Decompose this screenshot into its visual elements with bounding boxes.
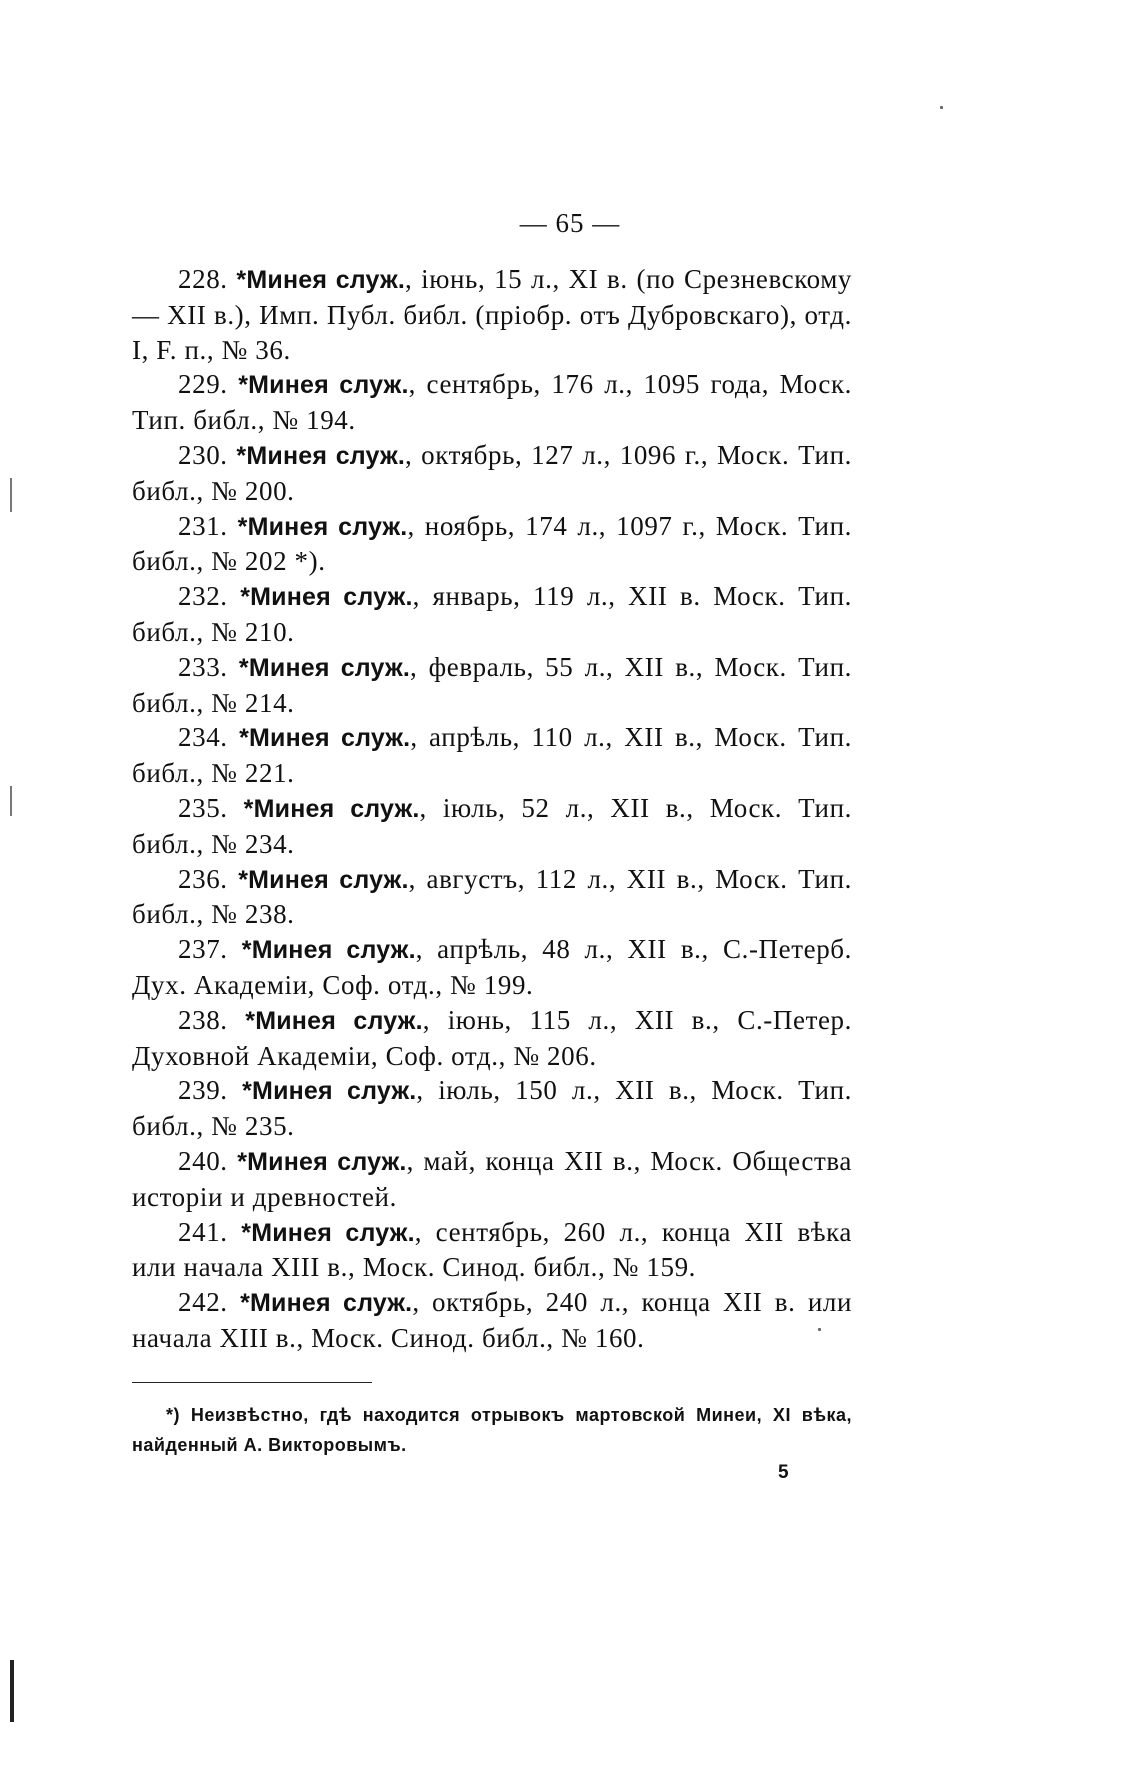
entry-text: , іюль, 52 л., XII в., Моск. Тип. библ., № 234.: [132, 792, 852, 859]
entry-text: , апрѣль, 48 л., XII в., С.-Петерб. Дух. Академіи, Соф. отд., № 199.: [132, 934, 852, 1000]
entry-number: 236.: [178, 863, 228, 894]
entry-title: *Минея служ.: [242, 1077, 417, 1106]
entry-number: 240.: [178, 1145, 228, 1176]
margin-scan-mark: [10, 478, 12, 512]
entry-237: [132, 932, 852, 1003]
entry-title: *Минея служ.: [245, 1006, 423, 1035]
entry-title: *Минея служ.: [240, 583, 413, 612]
entry-title: *Минея служ.: [241, 936, 416, 965]
entry-239: [132, 1073, 852, 1144]
page-header: — 65 —: [519, 208, 621, 238]
entry-text: , сентябрь, 260 л., конца XII вѣка или начала XIII в., Моск. Синод. библ., № 159.: [132, 1216, 852, 1283]
margin-scan-mark: [10, 1660, 14, 1722]
entry-229: [132, 367, 852, 438]
entry-number: 231.: [178, 510, 228, 541]
entry-title: *Минея служ.: [238, 865, 409, 894]
entry-title: *Минея служ.: [240, 1289, 413, 1318]
entry-title: *Минея служ.: [237, 512, 408, 541]
entry-title: *Минея служ.: [238, 653, 411, 682]
entry-232: [132, 579, 852, 650]
entry-228: [132, 262, 852, 367]
entry-number: 238.: [178, 1004, 228, 1035]
entry-231: [132, 509, 852, 580]
entry-235: [132, 791, 852, 862]
entry-title: *Минея служ.: [239, 724, 411, 753]
entry-number: 233.: [178, 651, 228, 682]
signature-mark: 5: [778, 1462, 789, 1483]
scan-speck: [818, 1328, 821, 1331]
entry-241: [132, 1215, 852, 1286]
margin-scan-mark: [10, 786, 12, 816]
entry-title: *Минея служ.: [236, 441, 406, 470]
entry-number: 235.: [178, 792, 228, 823]
entry-title: *Минея служ.: [237, 1147, 407, 1176]
entry-number: 228.: [178, 264, 228, 294]
entry-text: , февраль, 55 л., XII в., Моск. Тип. библ., № 214.: [132, 651, 852, 718]
entry-230: [132, 438, 852, 509]
entry-text: , августъ, 112 л., XII в., Моск. Тип. библ., № 238.: [132, 863, 852, 930]
entry-number: 241.: [178, 1216, 228, 1247]
entry-number: 239.: [178, 1075, 228, 1106]
entry-236: [132, 862, 852, 933]
entry-242: [132, 1285, 852, 1356]
entry-number: 242.: [178, 1287, 228, 1318]
entry-text: , сентябрь, 176 л., 1095 года, Моск. Тип. библ., № 194.: [132, 369, 853, 436]
entry-title: *Минея служ.: [243, 794, 420, 823]
scan-speck: [940, 106, 943, 109]
entry-number: 230.: [178, 439, 228, 470]
entry-text: , іюль, 150 л., XII в., Моск. Тип. библ., № 235.: [132, 1075, 853, 1142]
entry-title: *Минея служ.: [238, 371, 409, 400]
entry-text: , ноябрь, 174 л., 1097 г., Моск. Тип. библ., № 202 *).: [132, 510, 853, 577]
entry-text: , октябрь, 127 л., 1096 г., Моск. Тип. библ., № 200.: [132, 439, 852, 506]
entry-text: , апрѣль, 110 л., XII в., Моск. Тип. библ., № 221.: [132, 722, 853, 789]
entry-text: , іюнь, 115 л., XII в., С.-Петер. Духовной Академіи, Соф. отд., № 206.: [132, 1004, 853, 1071]
entry-text: , іюнь, 15 л., XI в. (по Срезневскому— XII в.), Имп. Публ. библ. (пріобр. отъ Дубровскаго), отд. I, F. п., № 36.: [132, 264, 852, 365]
entry-text: , октябрь, 240 л., конца XII в. или начала XIII в., Моск. Синод. библ., № 160.: [132, 1287, 852, 1353]
entry-list: [132, 262, 852, 1356]
entry-number: 232.: [178, 581, 228, 612]
entry-233: [132, 650, 852, 721]
footnote-divider: [132, 1382, 372, 1383]
entry-234: [132, 720, 852, 791]
entry-238: [132, 1003, 852, 1074]
entry-text: , май, конца XII в., Моск. Общества исторіи и древностей.: [132, 1145, 852, 1212]
entry-240: [132, 1144, 852, 1215]
footnote: *) Неизвѣстно, гдѣ находится отрывокъ мартовской Минеи, XI вѣка, найденный А. Викторовымъ.: [132, 1405, 852, 1455]
entry-number: 234.: [178, 722, 228, 753]
entry-number: 237.: [178, 934, 228, 965]
entry-text: , январь, 119 л., XII в. Моск. Тип. библ., № 210.: [132, 581, 852, 647]
entry-title: *Минея служ.: [236, 266, 406, 294]
entry-title: *Минея служ.: [241, 1218, 415, 1247]
entry-number: 229.: [178, 369, 228, 400]
